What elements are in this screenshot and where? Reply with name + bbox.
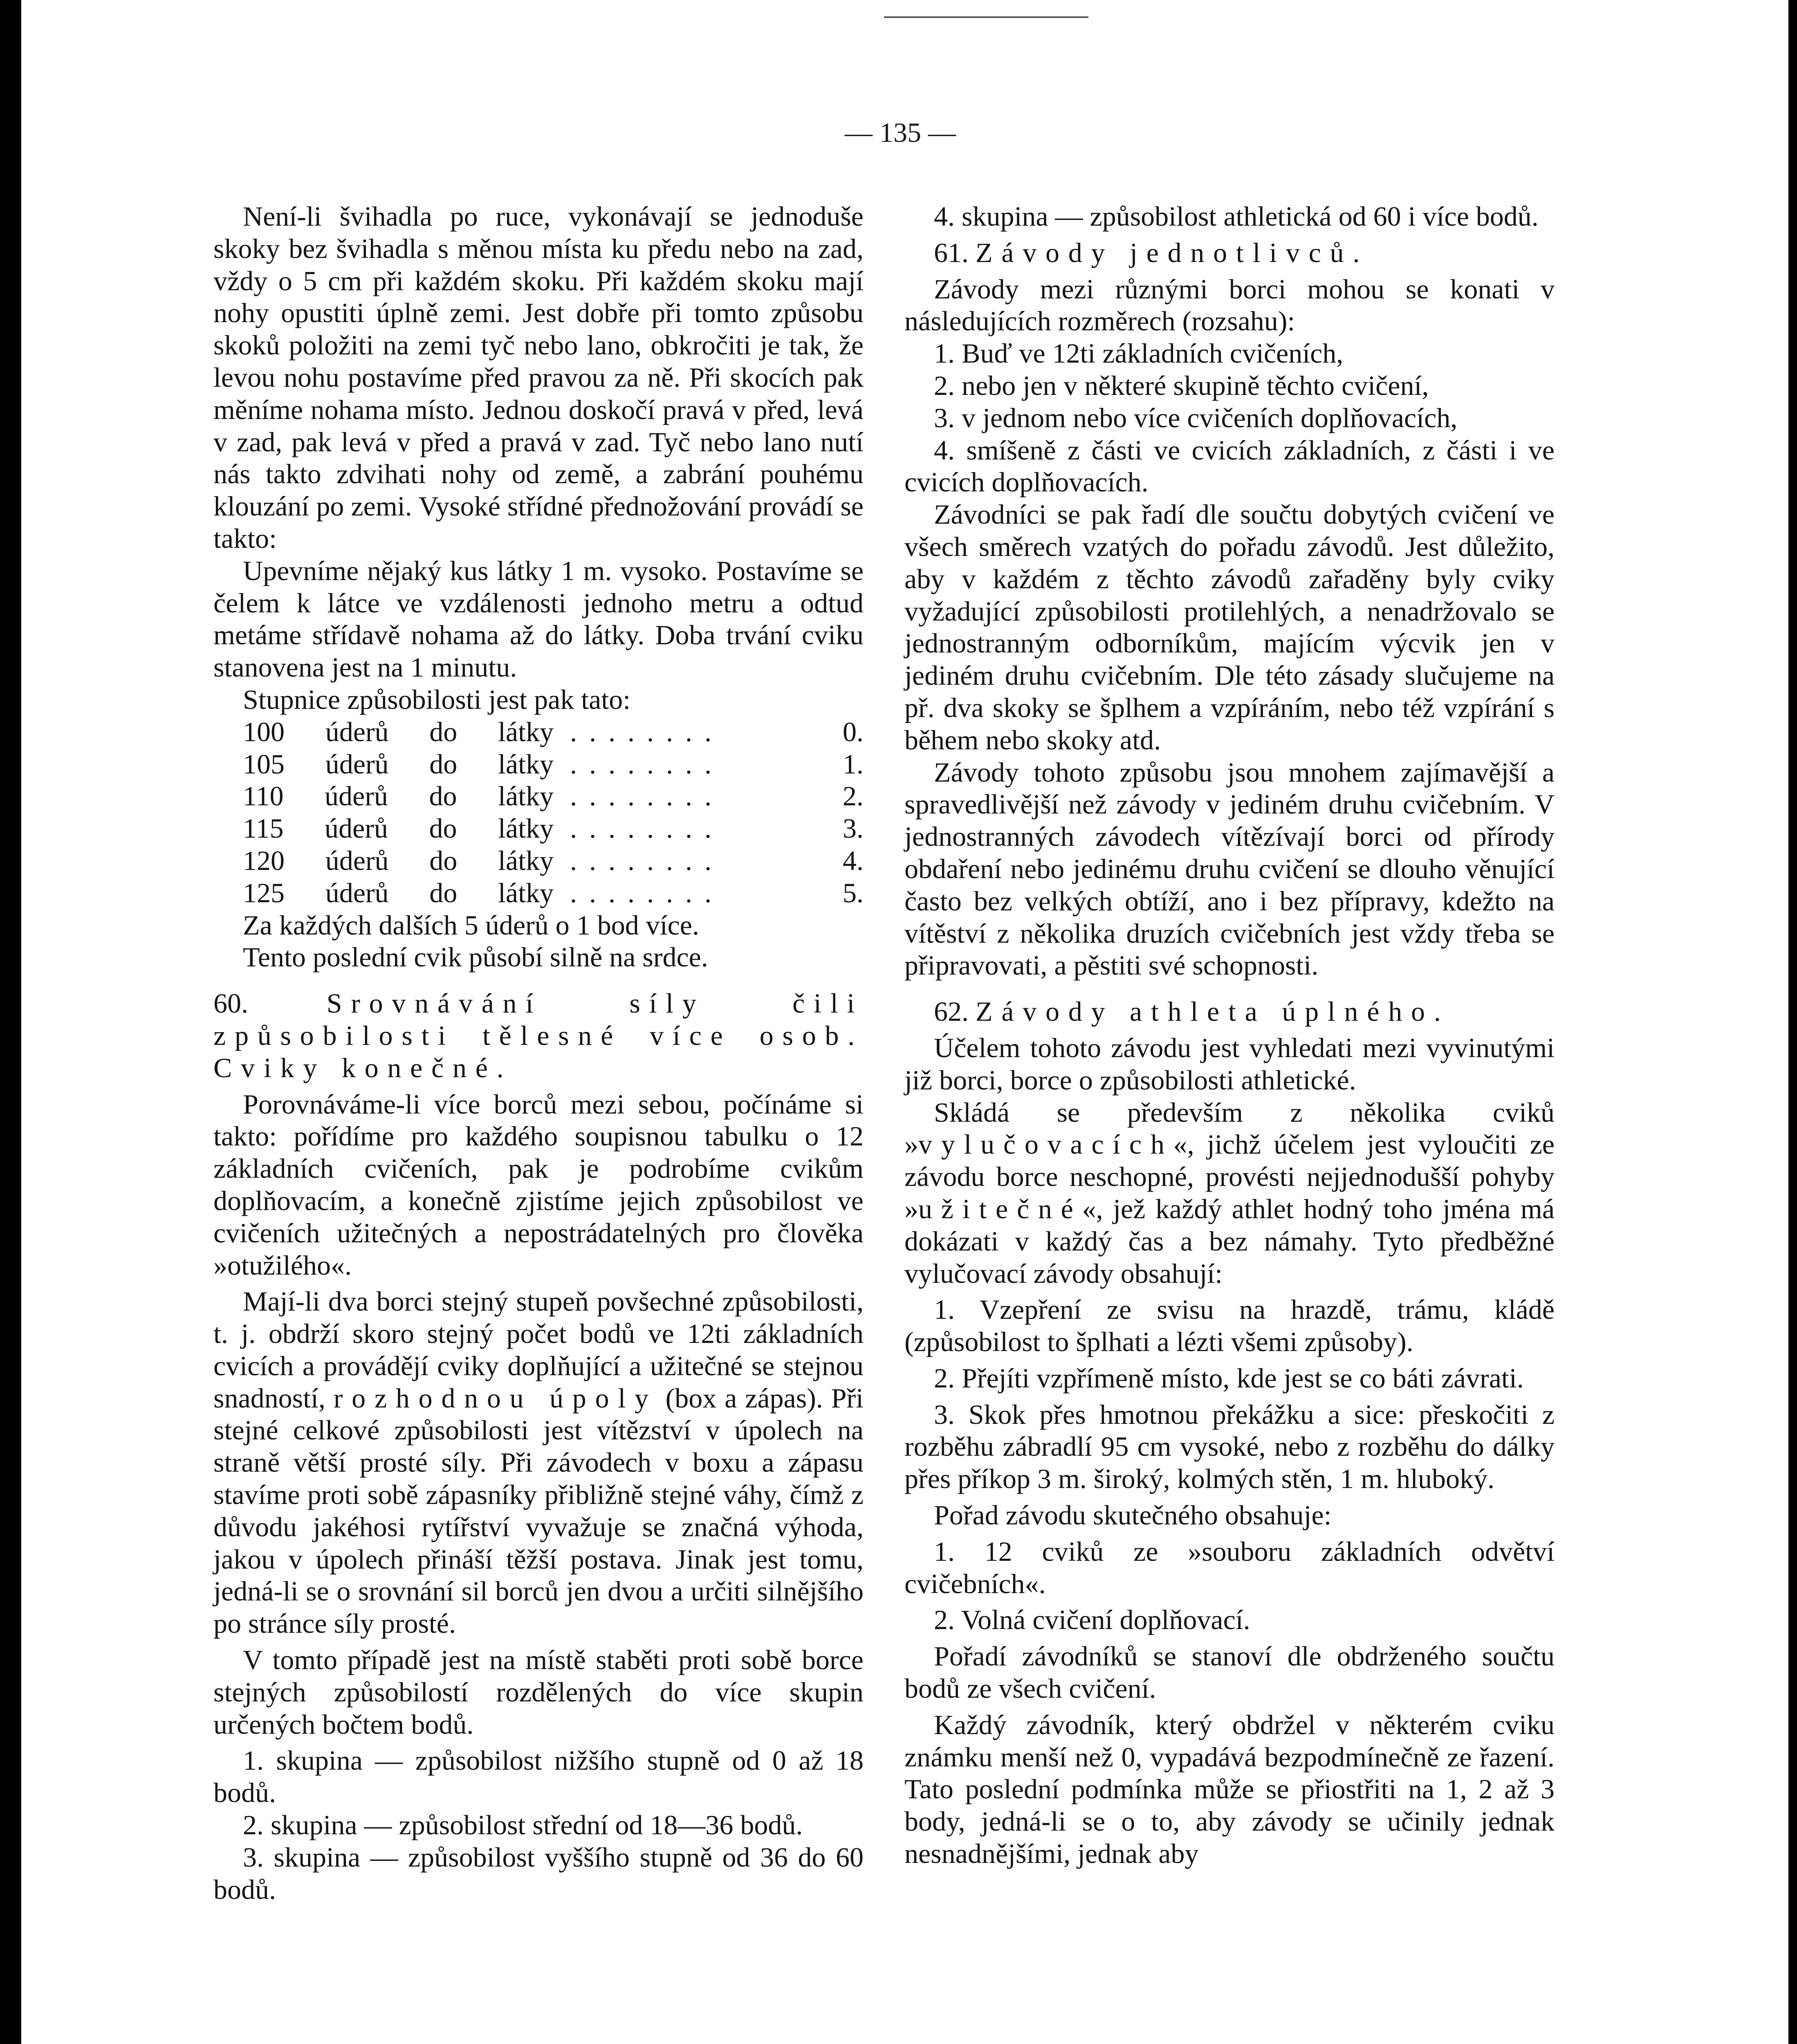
group-item: 4. skupina — způsobilost athletická od 60 i více bodů.	[934, 201, 1539, 232]
list-item: 2. nebo jen v některé skupině těchto cvičení,	[934, 370, 1429, 401]
section-heading-61: 61. Závody jednotlivců.	[934, 237, 1369, 268]
scale-row: 110 úderů do látky ........ 2.	[243, 780, 864, 812]
list-item: 1. Buď ve 12ti základních cvičeních,	[934, 338, 1344, 369]
paragraph: Závodníci se pak řadí dle součtu dobytých cvičení ve všech směrech vzatých do pořadu závodů. Jest důležito, aby v každém z těchto závodů zařaděny byly cviky vyžadující způsobilosti protilehlých, a nenadržovalo se jednostranným odborníkům, majícím výcvik jen v jediném druhu cvičebním. Dle této zásady slučujeme na př. dva skoky se šplhem a vzpíráním, nebo též vzpírání s během nebo skoky atd.	[904, 499, 1555, 755]
list-item: 4. smíšeně z části ve cvicích základních, z části i ve cvicích doplňovacích.	[904, 434, 1555, 498]
scale-row: 115 úderů do látky ........ 3.	[243, 813, 864, 844]
paragraph: Za každých dalších 5 úderů o 1 bod více.	[243, 909, 699, 941]
paragraph: Závody mezi různými borci mohou se konati v následujících rozměrech (rozsahu):	[904, 273, 1555, 337]
group-item: 3. skupina — způsobilost vyššího stupně od 36 do 60 bodů.	[213, 1841, 864, 1905]
paragraph: Skládá se především z několika cviků »vylučovacích«, jichž účelem jest vyloučiti ze závodu borce neschopné, provésti nejjednodušší pohyby »užitečné«, jež každý athlet hodný toho jména má dokázati v každý čas a bez námahy. Tyto předběžné vylučovací závody obsahují:	[904, 1096, 1555, 1289]
list-item: 3. Skok přes hmotnou překážku a sice: přeskočiti z rozběhu zábradlí 95 cm vysoké, nebo z rozběhu do dálky přes příkop 3 m. široký, kolmých stěn, 1 m. hluboký.	[904, 1399, 1555, 1495]
scale-row: 120 úderů do látky ........ 4.	[243, 845, 864, 876]
list-item: 3. v jednom nebo více cvičeních doplňovacích,	[934, 402, 1458, 433]
left-column	[213, 200, 864, 1905]
list-item: 1. 12 cviků ze »souboru základních odvětví cvičebních«.	[904, 1535, 1555, 1599]
scanned-page	[21, 0, 1788, 2044]
paragraph: Účelem tohoto závodu jest vyhledati mezi vyvinutými již borci, borce o způsobilosti athletické.	[904, 1032, 1555, 1096]
group-item: 2. skupina — způsobilost střední od 18—36 bodů.	[243, 1809, 803, 1841]
paragraph: V tomto případě jest na místě staběti proti sobě borce stejných způsobilostí rozdělených do více skupin určených bočtem bodů.	[213, 1644, 864, 1740]
paragraph: Každý závodník, který obdržel v některém cviku známku menší než 0, vypadává bezpodmínečně ze řazení. Tato poslední podmínka může se přiostřiti na 1, 2 až 3 body, jedná-li se o to, aby závody se učinily jednak nesnadnějšími, jednak aby	[904, 1709, 1555, 1869]
paragraph: Závody tohoto způsobu jsou mnohem zajímavější a spravedlivější než závody v jediném druhu cvičebním. V jednostranných závodech vítězívají borci od přírody obdaření nebo jedinému druhu cvičení se dlouho věnující často bez velkých obtíží, ano i bez přípravy, kdežto na vítěství z několika druzích cvičebních jest vždy třeba se připravovati, a pěstiti své schopnosti.	[904, 756, 1555, 981]
list-item: 2. Přejíti vzpřímeně místo, kde jest se co báti závrati.	[934, 1362, 1524, 1394]
scan-artifact-top	[884, 16, 1088, 18]
paragraph: Není-li švihadla po ruce, vykonávají se jednoduše skoky bez švihadla s měnou místa ku předu nebo na zad, vždy o 5 cm při každém skoku. Při každém skoku mají nohy opustiti úplně zemi. Jest dobře při tomto způsobu skoků položiti na zemi tyč nebo lano, obkročiti je tak, že levou nohu postavíme před pravou za ně. Při skocích pak měníme nohama místo. Jednou doskočí pravá v před, levá v zad, pak levá v před a pravá v zad. Tyč nebo lano nutí nás takto zdvihati nohy od země, a zabrání pouhému klouzání po zemi. Vysoké střídné přednožování provádí se takto:	[213, 201, 864, 554]
section-heading-62: 62. Závody athleta úplného.	[934, 996, 1450, 1027]
scale-row: 105 úderů do látky ........ 1.	[243, 748, 864, 780]
paragraph: Upevníme nějaký kus látky 1 m. vysoko. Postavíme se čelem k látce ve vzdálenosti jednoho metru a odtud metáme střídavě nohama až do látky. Doba trvání cviku stanovena jest na 1 minutu.	[213, 555, 864, 683]
group-item: 1. skupina — způsobilost nižšího stupně od 0 až 18 bodů.	[213, 1745, 864, 1809]
scale-row: 125 úderů do látky ........ 5.	[243, 877, 864, 908]
paragraph: Porovnáváme-li více borců mezi sebou, počínáme si takto: pořídíme pro každého soupisnou tabulku o 12 základních cvičeních, pak je podrobíme cvikům doplňovacím, a konečně zjistíme jejich způsobilost ve cvičeních užitečných a nepostrádatelných pro člověka »otužilého«.	[213, 1088, 864, 1281]
list-item: 1. Vzepření ze svisu na hrazdě, trámu, kládě (způsobilost to šplhati a lézti všemi způsoby).	[904, 1294, 1555, 1358]
paragraph: Pořadí závodníků se stanoví dle obdrženého součtu bodů ze všech cvičení.	[904, 1641, 1555, 1704]
paragraph: Mají-li dva borci stejný stupeň povšechné způsobilosti, t. j. obdrží skoro stejný počet bodů ve 12ti základních cvicích a provádějí cviky doplňující a užitečné se stejnou snadností, rozhodnou úpoly (box a zápas). Při stejné celkové způsobilosti jest vítězství v úpolech na straně větší prosté síly. Při závodech v boxu a zápasu stavíme proti sobě zápasníky přibližně stejné váhy, čímž z důvodu jakéhosi rytířství vyvažuje se značná výhoda, jakou v úpolech přináší těžší postava. Jinak jest tomu, jedná-li se o srovnání sil borců jen dvou a určiti silnějšího po stránce síly prosté.	[213, 1286, 864, 1639]
right-column	[904, 200, 1555, 1870]
list-item: 2. Volná cvičení doplňovací.	[934, 1604, 1250, 1636]
page-number: — 135 —	[845, 117, 956, 148]
paragraph: Pořad závodu skutečného obsahuje:	[934, 1499, 1332, 1531]
scale-intro: Stupnice způsobilosti jest pak tato:	[243, 684, 631, 715]
scale-table	[213, 716, 864, 909]
paragraph: Tento poslední cvik působí silně na srdce.	[243, 941, 708, 973]
section-heading-60: 60. Srovnávání síly čili způsobilosti tělesné více osob. Cviky konečné.	[213, 988, 864, 1083]
scale-row: 100 úderů do látky ........ 0.	[243, 716, 864, 747]
